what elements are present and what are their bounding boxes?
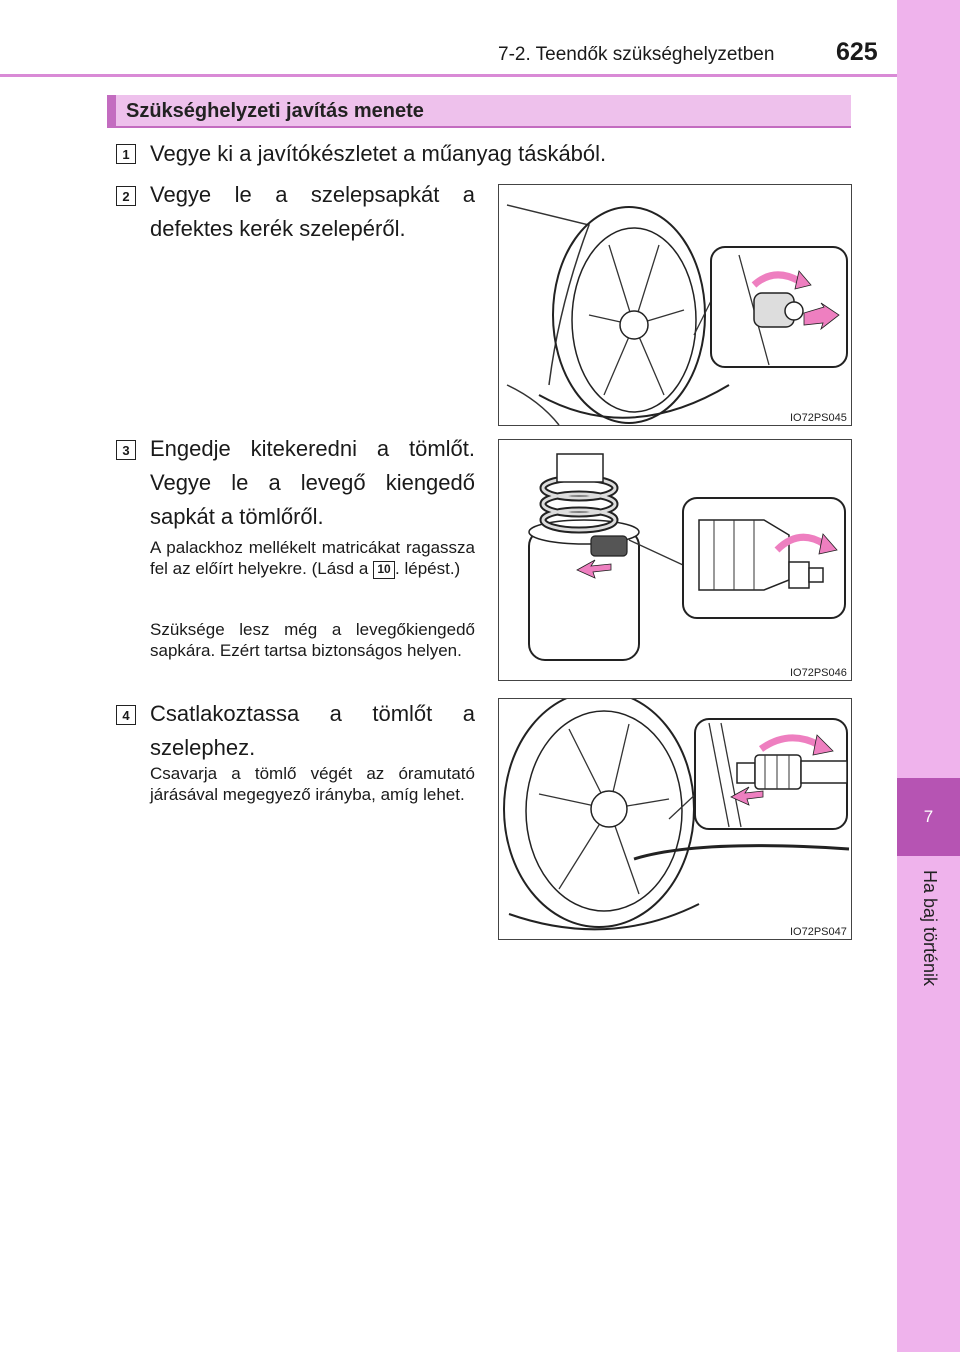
chapter-title-text: Ha baj történik	[919, 870, 940, 987]
step-text-1: Vegye ki a javítókészletet a műanyag táskából.	[150, 141, 607, 166]
page-number: 625	[836, 38, 878, 66]
chapter-title	[897, 870, 960, 1010]
step-4-note: Csavarja a tömlő végét az óramutató járásával megegyező irányba, amíg lehet.	[150, 764, 475, 804]
figure-valve-cap	[498, 184, 852, 426]
figure-connect-hose	[498, 698, 852, 940]
figure-connect-hose-drawing	[499, 699, 853, 941]
step-number-1: 1	[116, 144, 136, 164]
procedure-title-bar	[107, 95, 851, 128]
step-ref-10[interactable]: 10	[373, 561, 395, 579]
figure-hose-cap	[498, 439, 852, 681]
figure-code-046: IO72PS046	[790, 667, 847, 679]
note-stickers-tail: . lépést.)	[395, 559, 461, 578]
step-number-2: 2	[116, 186, 136, 206]
step-text-4: Csatlakoztassa a tömlőt a szelephez.	[150, 701, 475, 760]
note-stickers-text: A palackhoz mellékelt matricákat ragassza fel az előírt helyekre. (Lásd a	[150, 538, 475, 578]
section-title: 7-2. Teendők szükséghelyzetben	[498, 44, 775, 65]
step-text-2: Vegye le a szelepsapkát a defektes kerék szelepéről.	[150, 182, 475, 241]
figure-code-047: IO72PS047	[790, 926, 847, 938]
figure-code-045: IO72PS045	[790, 412, 847, 424]
step-number-3: 3	[116, 440, 136, 460]
step-text-3: Engedje kitekeredni a tömlőt. Vegye le a levegő kiengedő sapkát a tömlőről.	[150, 436, 475, 529]
figure-hose-cap-drawing	[499, 440, 853, 682]
step-number-4: 4	[116, 705, 136, 725]
side-tab	[897, 0, 960, 1352]
procedure-title: Szükséghelyzeti javítás menete	[126, 100, 424, 122]
figure-valve-cap-drawing	[499, 185, 853, 427]
step-3-note-cap: Szüksége lesz még a levegőkiengedő sapkára. Ezért tartsa biztonságos helyen.	[150, 620, 475, 660]
header-rule	[0, 74, 897, 77]
chapter-number-box[interactable]: 7	[897, 778, 960, 856]
step-3-note-stickers	[150, 537, 475, 579]
